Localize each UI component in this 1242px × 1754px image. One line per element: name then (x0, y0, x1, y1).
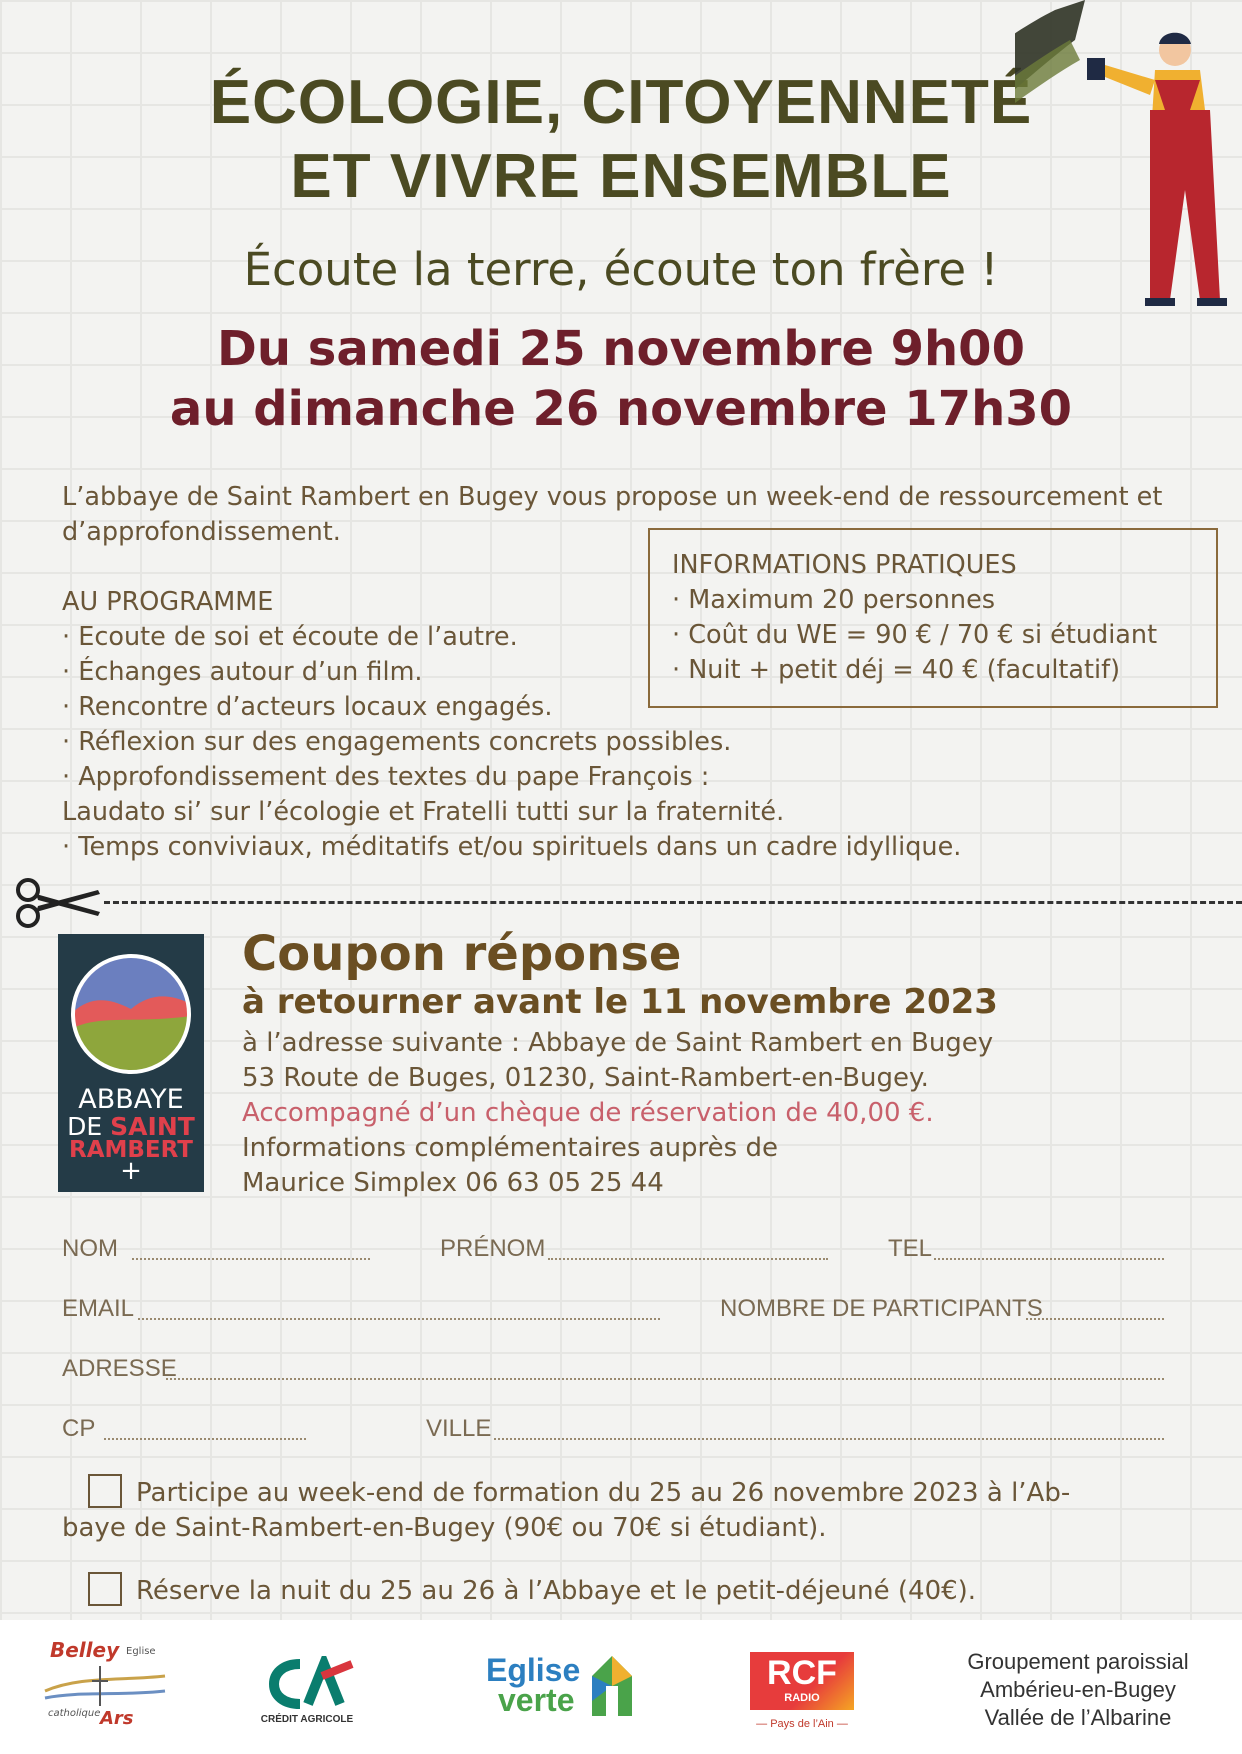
subtitle: Écoute la terre, écoute ton frère ! (243, 243, 999, 296)
scissors-icon (10, 878, 102, 928)
paroisse-line-1: Groupement paroissial (967, 1649, 1189, 1674)
eglise-verte-emblem-icon (592, 1656, 632, 1716)
credit-agricole-logo (252, 1656, 362, 1736)
adresse-field[interactable] (166, 1378, 1164, 1380)
belley-text: Belley (50, 1638, 120, 1662)
coupon-address-2: 53 Route de Buges, 01230, Saint-Rambert-en-Bugey. (242, 1063, 929, 1093)
belley-ars-logo (40, 1636, 170, 1736)
cp-field[interactable] (104, 1438, 306, 1440)
email-label: EMAIL (62, 1295, 135, 1322)
programme-item: · Temps conviviaux, méditatifs et/ou spirituels dans un cadre idyllique. (62, 830, 961, 865)
date-line-1: Du samedi 25 novembre 9h00 (217, 321, 1025, 377)
belley-eglise-text: Eglise (126, 1646, 156, 1657)
option-formation-line-1: Participe au week-end de formation du 25 au 26 novembre 2023 à l’Ab- (136, 1478, 1071, 1508)
credit-agricole-text: CRÉDIT AGRICOLE (260, 1714, 354, 1725)
option-nuit-label: Réserve la nuit du 25 au 26 à l’Abbaye et le petit-déjeuné (40€). (136, 1576, 977, 1606)
ville-field[interactable] (494, 1438, 1164, 1440)
coupon-deadline: à retourner avant le 11 novembre 2023 (242, 982, 998, 1022)
logo-word-de: DE (67, 1112, 111, 1141)
logo-word-saint: SAINT (110, 1112, 195, 1141)
coupon-title: Coupon réponse (242, 926, 682, 982)
date-line-2: au dimanche 26 novembre 17h30 (169, 381, 1073, 437)
intro-line-2: d’approfondissement. (62, 517, 341, 547)
title-line-1: ÉCOLOGIE, CITOYENNETÉ (209, 68, 1033, 137)
nom-field[interactable] (132, 1258, 370, 1260)
logo-word-abbaye: ABBAYE (78, 1084, 184, 1115)
info-item: · Nuit + petit déj = 40 € (facultatif) (672, 653, 1216, 688)
programme-item: · Échanges autour d’un film. (62, 655, 961, 690)
abbaye-logo (58, 934, 204, 1192)
info-item: · Maximum 20 personnes (672, 583, 1216, 618)
adresse-label: ADRESSE (62, 1355, 177, 1382)
programme-continuation: Laudato si’ sur l’écologie et Fratelli tutti sur la fraternité. (62, 797, 785, 827)
rcf-radio-text: RADIO (784, 1692, 820, 1704)
coupon-info-2: Maurice Simplex 06 63 05 25 44 (242, 1168, 664, 1198)
rcf-text: RCF (767, 1654, 837, 1692)
coupon-info-1: Informations complémentaires auprès de (242, 1133, 778, 1163)
prenom-label: PRÉNOM (440, 1235, 546, 1262)
eglise-verte-logo (486, 1652, 636, 1732)
logo-cross-icon: + (120, 1156, 142, 1186)
paroisse-line-3: Vallée de l’Albarine (984, 1705, 1172, 1730)
programme-heading: AU PROGRAMME (62, 587, 274, 617)
paroisse-line-2: Ambérieu-en-Bugey (980, 1677, 1176, 1702)
rcf-logo (750, 1652, 860, 1742)
credit-agricole-emblem-icon (252, 1656, 362, 1712)
info-heading: INFORMATIONS PRATIQUES (672, 550, 1017, 580)
participants-label: NOMBRE DE PARTICIPANTS (720, 1295, 1043, 1322)
email-field[interactable] (138, 1318, 660, 1320)
rcf-region-text: — Pays de l’Ain — (756, 1718, 848, 1730)
info-list (672, 583, 1216, 688)
belley-catholique-text: catholique (48, 1708, 101, 1719)
coupon-cheque: Accompagné d’un chèque de réservation de 40,00 €. (242, 1098, 934, 1128)
cp-label: CP (62, 1415, 96, 1442)
eglise-verte-word-2: verte (498, 1682, 575, 1718)
programme-list-end (62, 830, 961, 865)
programme-item: · Réflexion sur des engagements concrets possibles. (62, 725, 961, 760)
programme-item: · Ecoute de soi et écoute de l’autre. (62, 620, 961, 655)
option-formation-checkbox[interactable] (88, 1474, 122, 1508)
tel-label: TEL (888, 1235, 933, 1262)
option-formation-line-2: baye de Saint-Rambert-en-Bugey (90€ ou 70€ si étudiant). (62, 1513, 827, 1543)
participants-field[interactable] (1026, 1318, 1164, 1320)
paroisse-block (938, 1648, 1218, 1732)
cut-line (104, 901, 1242, 904)
ars-text: Ars (100, 1708, 134, 1729)
programme-item: · Approfondissement des textes du pape François : (62, 760, 961, 795)
programme-item: · Rencontre d’acteurs locaux engagés. (62, 690, 961, 725)
ville-label: VILLE (426, 1415, 492, 1442)
info-box (648, 528, 1218, 708)
abbaye-emblem-icon (71, 954, 191, 1074)
logo-word-rambert: RAMBERT (68, 1137, 193, 1163)
prenom-field[interactable] (548, 1258, 828, 1260)
eglise-verte-word-1: Eglise (486, 1652, 581, 1688)
intro-line-1: L’abbaye de Saint Rambert en Bugey vous propose un week-end de ressourcement et (62, 482, 1163, 512)
title-line-2: ET VIVRE ENSEMBLE (290, 142, 952, 211)
nom-label: NOM (62, 1235, 118, 1262)
coupon-address-1: à l’adresse suivante : Abbaye de Saint Rambert en Bugey (242, 1028, 994, 1058)
info-item: · Coût du WE = 90 € / 70 € si étudiant (672, 618, 1216, 653)
option-nuit-checkbox[interactable] (88, 1572, 122, 1606)
tel-field[interactable] (934, 1258, 1164, 1260)
